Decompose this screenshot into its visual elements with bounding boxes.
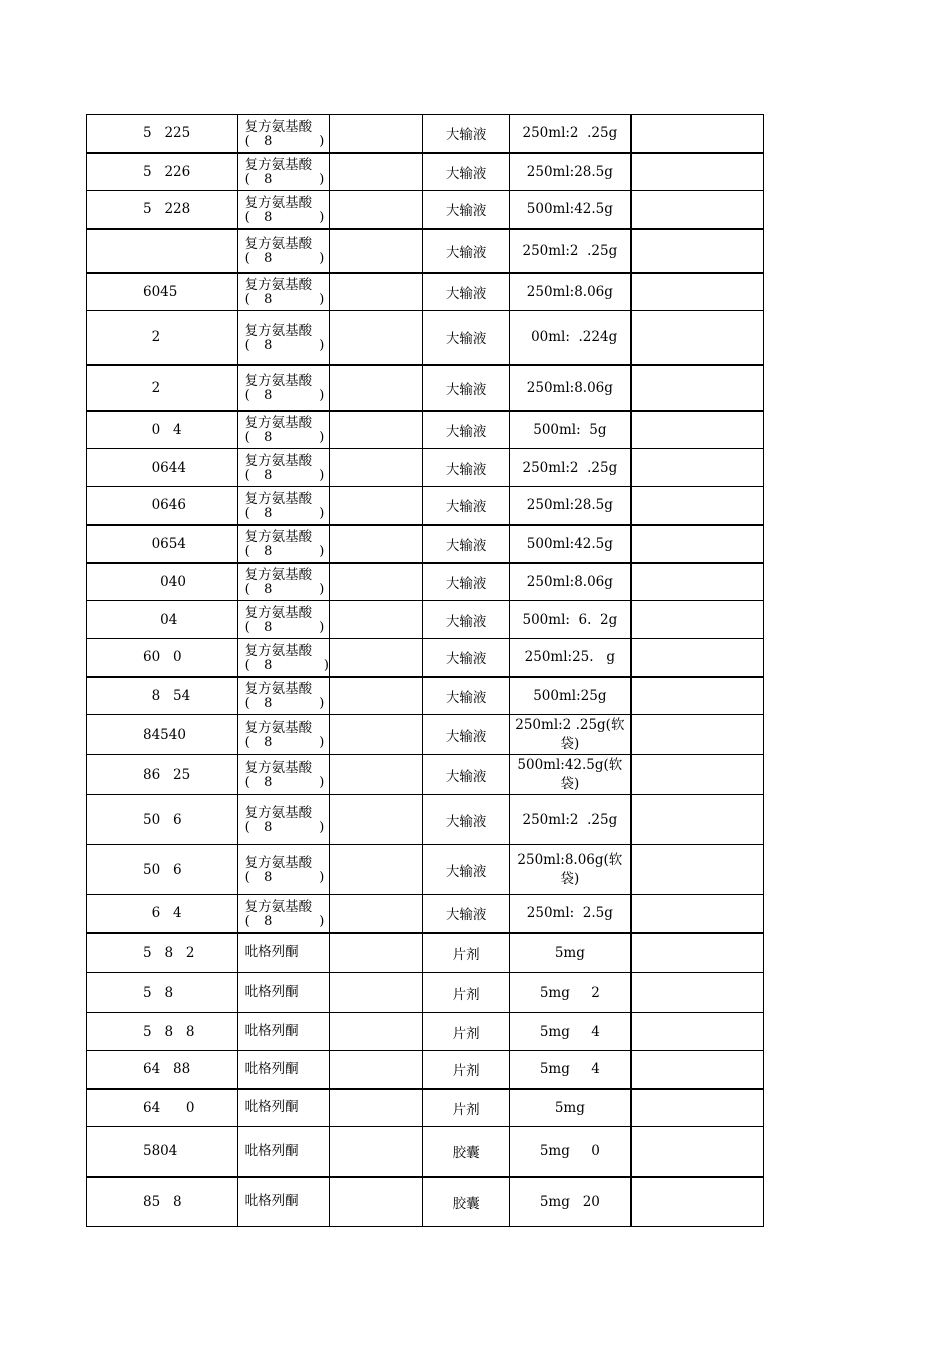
cell-name[interactable]	[237, 715, 329, 755]
cell-spec[interactable]	[509, 449, 631, 487]
drug-name: 复方氨基酸	[244, 322, 313, 339]
table-row	[87, 1127, 764, 1177]
cell-blank[interactable]	[330, 1051, 423, 1089]
drug-name-suffix: ( 8 )	[244, 468, 325, 481]
cell-blank[interactable]	[330, 153, 423, 191]
cell-name[interactable]	[237, 1051, 329, 1089]
cell-extra[interactable]	[631, 1177, 764, 1227]
cell-spec[interactable]	[509, 191, 631, 229]
cell-extra[interactable]	[631, 229, 764, 273]
cell-extra[interactable]	[631, 487, 764, 525]
cell-code[interactable]: 5 8 8	[87, 1013, 238, 1051]
cell-code[interactable]: 50 6	[87, 795, 238, 845]
cell-extra[interactable]	[631, 449, 764, 487]
drug-name-suffix: ( 8 )	[244, 544, 325, 557]
drug-name-suffix: ( 8 )	[244, 173, 325, 186]
drug-name: 复方氨基酸	[244, 681, 313, 698]
cell-dosage-form[interactable]: 大输液	[423, 755, 509, 795]
drug-name: 复方氨基酸	[244, 642, 313, 659]
spec-text: 500ml: 6. 2g	[522, 611, 618, 628]
drug-name: 复方氨基酸	[244, 805, 313, 822]
cell-dosage-form[interactable]: 片剂	[423, 1051, 509, 1089]
spec-text: 00ml: .224g	[522, 329, 618, 346]
spec-text: 500ml: 5g	[533, 421, 607, 438]
cell-dosage-form[interactable]: 大输液	[423, 229, 509, 273]
table-row	[87, 411, 764, 449]
cell-extra[interactable]	[631, 973, 764, 1013]
cell-blank[interactable]	[330, 365, 423, 411]
cell-name[interactable]	[237, 639, 329, 677]
cell-name[interactable]	[237, 411, 329, 449]
cell-blank[interactable]	[330, 1089, 423, 1127]
drug-name: 吡格列酮	[244, 1023, 299, 1040]
cell-extra[interactable]	[631, 845, 764, 895]
spec-text: 250ml:8.06g(软袋)	[517, 852, 623, 887]
cell-extra[interactable]	[631, 1013, 764, 1051]
drug-name: 吡格列酮	[244, 944, 299, 961]
drug-name-suffix: ( 8 )	[244, 870, 325, 883]
table-row	[87, 449, 764, 487]
cell-name[interactable]	[237, 1013, 329, 1051]
drug-name: 复方氨基酸	[244, 720, 313, 737]
cell-extra[interactable]	[631, 639, 764, 677]
table-row	[87, 1013, 764, 1051]
cell-name[interactable]	[237, 311, 329, 365]
table-row	[87, 715, 764, 755]
cell-extra[interactable]	[631, 755, 764, 795]
cell-name[interactable]	[237, 933, 329, 973]
drug-name: 复方氨基酸	[244, 605, 313, 622]
drug-name: 复方氨基酸	[244, 236, 313, 253]
cell-name[interactable]	[237, 677, 329, 715]
spec-text: 500ml:42.5g(软袋)	[517, 757, 623, 792]
cell-spec[interactable]	[509, 1177, 631, 1227]
cell-name[interactable]	[237, 115, 329, 153]
cell-extra[interactable]	[631, 191, 764, 229]
table-row	[87, 487, 764, 525]
cell-dosage-form[interactable]: 大输液	[423, 715, 509, 755]
cell-extra[interactable]	[631, 715, 764, 755]
cell-dosage-form[interactable]: 大输液	[423, 895, 509, 933]
table-row	[87, 1089, 764, 1127]
cell-spec[interactable]	[509, 973, 631, 1013]
drug-name-suffix: ( 8 )	[244, 658, 330, 671]
cell-spec[interactable]	[509, 563, 631, 601]
spec-text: 250ml: 2.5g	[526, 905, 613, 922]
cell-blank[interactable]	[330, 115, 423, 153]
cell-code[interactable]: 64 0	[87, 1089, 238, 1127]
spec-text: 250ml:2 .25g(软袋)	[515, 717, 625, 752]
cell-blank[interactable]	[330, 487, 423, 525]
cell-dosage-form[interactable]: 大输液	[423, 525, 509, 563]
drug-name: 复方氨基酸	[244, 194, 313, 211]
cell-code[interactable]: 0 4	[87, 411, 238, 449]
cell-blank[interactable]	[330, 795, 423, 845]
cell-extra[interactable]	[631, 933, 764, 973]
spec-text: 500ml:42.5g	[526, 535, 613, 552]
table-row	[87, 677, 764, 715]
drug-name: 复方氨基酸	[244, 855, 313, 872]
drug-name: 吡格列酮	[244, 1193, 299, 1210]
drug-name: 吡格列酮	[244, 1099, 299, 1116]
spec-text: 500ml:42.5g	[526, 201, 613, 218]
cell-spec[interactable]	[509, 1051, 631, 1089]
cell-blank[interactable]	[330, 1177, 423, 1227]
cell-name[interactable]	[237, 895, 329, 933]
cell-dosage-form[interactable]: 大输液	[423, 563, 509, 601]
cell-blank[interactable]	[330, 1013, 423, 1051]
spec-text: 250ml:25. g	[524, 649, 616, 666]
spec-text: 5mg	[554, 1099, 585, 1116]
cell-extra[interactable]	[631, 677, 764, 715]
cell-code[interactable]: 5 228	[87, 191, 238, 229]
drug-name: 复方氨基酸	[244, 490, 313, 507]
cell-blank[interactable]	[330, 639, 423, 677]
cell-spec[interactable]	[509, 115, 631, 153]
drug-table-body	[87, 115, 764, 1227]
cell-spec[interactable]	[509, 601, 631, 639]
drug-name-suffix: ( 8 )	[244, 620, 325, 633]
drug-name: 复方氨基酸	[244, 373, 313, 390]
cell-dosage-form[interactable]: 片剂	[423, 1013, 509, 1051]
table-row	[87, 933, 764, 973]
cell-name[interactable]	[237, 449, 329, 487]
cell-name[interactable]	[237, 1177, 329, 1227]
cell-name[interactable]	[237, 973, 329, 1013]
cell-dosage-form[interactable]: 大输液	[423, 795, 509, 845]
drug-name-suffix: ( 8 )	[244, 134, 325, 147]
drug-name: 复方氨基酸	[244, 529, 313, 546]
cell-dosage-form[interactable]: 胶囊	[423, 1127, 509, 1177]
cell-spec[interactable]	[509, 311, 631, 365]
cell-name[interactable]	[237, 1127, 329, 1177]
drug-name-suffix: ( 8 )	[244, 775, 325, 788]
cell-dosage-form[interactable]: 大输液	[423, 191, 509, 229]
drug-name: 复方氨基酸	[244, 415, 313, 432]
cell-name[interactable]	[237, 525, 329, 563]
drug-name: 吡格列酮	[244, 1060, 299, 1077]
spec-text: 250ml:2 .25g	[522, 242, 618, 259]
cell-name[interactable]	[237, 795, 329, 845]
cell-extra[interactable]	[631, 895, 764, 933]
cell-extra[interactable]	[631, 601, 764, 639]
table-row	[87, 365, 764, 411]
cell-spec[interactable]	[509, 677, 631, 715]
cell-spec[interactable]	[509, 639, 631, 677]
drug-name: 复方氨基酸	[244, 898, 313, 915]
table-row	[87, 563, 764, 601]
table-row	[87, 845, 764, 895]
cell-blank[interactable]	[330, 273, 423, 311]
cell-dosage-form[interactable]: 大输液	[423, 411, 509, 449]
drug-name: 吡格列酮	[244, 984, 299, 1001]
table-row	[87, 1177, 764, 1227]
cell-spec[interactable]	[509, 525, 631, 563]
spec-text: 5mg 2	[539, 984, 600, 1001]
cell-blank[interactable]	[330, 895, 423, 933]
cell-code[interactable]: 04	[87, 601, 238, 639]
cell-code[interactable]: 8 54	[87, 677, 238, 715]
spec-text: 5mg 4	[539, 1023, 600, 1040]
cell-blank[interactable]	[330, 191, 423, 229]
cell-code[interactable]: 040	[87, 563, 238, 601]
cell-name[interactable]	[237, 487, 329, 525]
cell-spec[interactable]	[509, 895, 631, 933]
spec-text: 250ml:8.06g	[526, 379, 613, 396]
spec-text: 250ml:2 .25g	[522, 125, 618, 142]
table-row	[87, 1051, 764, 1089]
drug-name: 复方氨基酸	[244, 118, 313, 135]
table-row	[87, 601, 764, 639]
spec-text: 5mg 20	[539, 1193, 600, 1210]
cell-code[interactable]: 2	[87, 365, 238, 411]
cell-code[interactable]: 5 225	[87, 115, 238, 153]
cell-dosage-form[interactable]: 大输液	[423, 487, 509, 525]
cell-dosage-form[interactable]: 大输液	[423, 449, 509, 487]
cell-name[interactable]	[237, 1089, 329, 1127]
cell-code[interactable]: 0644	[87, 449, 238, 487]
cell-code[interactable]: 86 25	[87, 755, 238, 795]
spec-text: 250ml:28.5g	[526, 497, 613, 514]
cell-blank[interactable]	[330, 229, 423, 273]
drug-name-suffix: ( 8 )	[244, 735, 325, 748]
cell-name[interactable]	[237, 229, 329, 273]
cell-blank[interactable]	[330, 311, 423, 365]
cell-extra[interactable]	[631, 365, 764, 411]
cell-extra[interactable]	[631, 273, 764, 311]
cell-spec[interactable]	[509, 1013, 631, 1051]
drug-name-suffix: ( 8 )	[244, 820, 325, 833]
drug-name: 复方氨基酸	[244, 567, 313, 584]
cell-code[interactable]: 5804	[87, 1127, 238, 1177]
cell-dosage-form[interactable]: 大输液	[423, 677, 509, 715]
cell-code[interactable]: 5 8 2	[87, 933, 238, 973]
cell-name[interactable]	[237, 845, 329, 895]
table-row	[87, 795, 764, 845]
cell-spec[interactable]	[509, 365, 631, 411]
drug-name-suffix: ( 8 )	[244, 431, 325, 444]
table-row	[87, 115, 764, 153]
drug-name-suffix: ( 8 )	[244, 697, 325, 710]
cell-code[interactable]: 6045	[87, 273, 238, 311]
cell-dosage-form[interactable]: 片剂	[423, 933, 509, 973]
cell-spec[interactable]	[509, 153, 631, 191]
cell-spec[interactable]	[509, 229, 631, 273]
drug-name: 复方氨基酸	[244, 760, 313, 777]
cell-dosage-form[interactable]: 大输液	[423, 639, 509, 677]
cell-name[interactable]	[237, 563, 329, 601]
spec-text: 250ml:2 .25g	[522, 459, 618, 476]
cell-extra[interactable]	[631, 1089, 764, 1127]
cell-spec[interactable]	[509, 1089, 631, 1127]
table-row	[87, 755, 764, 795]
table-row	[87, 639, 764, 677]
spec-text: 5mg 0	[539, 1143, 600, 1160]
spec-text: 250ml:8.06g	[526, 283, 613, 300]
spec-text: 500ml:25g	[533, 687, 607, 704]
cell-extra[interactable]	[631, 153, 764, 191]
table-row	[87, 895, 764, 933]
drug-name-suffix: ( 8 )	[244, 338, 325, 351]
cell-blank[interactable]	[330, 933, 423, 973]
cell-blank[interactable]	[330, 845, 423, 895]
table-row	[87, 311, 764, 365]
cell-spec[interactable]	[509, 933, 631, 973]
cell-dosage-form[interactable]: 大输液	[423, 311, 509, 365]
spec-text: 5mg	[554, 944, 585, 961]
cell-name[interactable]	[237, 191, 329, 229]
table-row	[87, 525, 764, 563]
drug-name-suffix: ( 8 )	[244, 293, 325, 306]
cell-extra[interactable]	[631, 1051, 764, 1089]
cell-code[interactable]: 2	[87, 311, 238, 365]
cell-code[interactable]: 64 88	[87, 1051, 238, 1089]
drug-name: 复方氨基酸	[244, 157, 313, 174]
cell-name[interactable]	[237, 365, 329, 411]
cell-code[interactable]: 84540	[87, 715, 238, 755]
drug-name-suffix: ( 8 )	[244, 583, 325, 596]
cell-blank[interactable]	[330, 411, 423, 449]
cell-dosage-form[interactable]: 胶囊	[423, 1177, 509, 1227]
cell-dosage-form[interactable]: 大输液	[423, 601, 509, 639]
cell-code[interactable]: 60 0	[87, 639, 238, 677]
table-row	[87, 153, 764, 191]
cell-extra[interactable]	[631, 115, 764, 153]
cell-extra[interactable]	[631, 311, 764, 365]
drug-table	[86, 114, 764, 1227]
cell-blank[interactable]	[330, 973, 423, 1013]
cell-code[interactable]: 6 4	[87, 895, 238, 933]
cell-blank[interactable]	[330, 525, 423, 563]
table-row	[87, 973, 764, 1013]
drug-name: 复方氨基酸	[244, 453, 313, 470]
cell-spec[interactable]	[509, 795, 631, 845]
drug-name-suffix: ( 8 )	[244, 251, 325, 264]
cell-extra[interactable]	[631, 1127, 764, 1177]
cell-name[interactable]	[237, 755, 329, 795]
cell-blank[interactable]	[330, 715, 423, 755]
cell-spec[interactable]	[509, 411, 631, 449]
cell-spec[interactable]	[509, 273, 631, 311]
drug-name-suffix: ( 8 )	[244, 914, 325, 927]
cell-blank[interactable]	[330, 755, 423, 795]
cell-code[interactable]: 0646	[87, 487, 238, 525]
cell-extra[interactable]	[631, 563, 764, 601]
cell-extra[interactable]	[631, 795, 764, 845]
cell-blank[interactable]	[330, 1127, 423, 1177]
cell-name[interactable]	[237, 601, 329, 639]
cell-spec[interactable]	[509, 1127, 631, 1177]
table-row	[87, 191, 764, 229]
drug-name: 复方氨基酸	[244, 277, 313, 294]
cell-code[interactable]: 5 226	[87, 153, 238, 191]
spec-text: 250ml:28.5g	[526, 163, 613, 180]
cell-blank[interactable]	[330, 601, 423, 639]
cell-dosage-form[interactable]: 大输液	[423, 845, 509, 895]
drug-name: 吡格列酮	[244, 1142, 299, 1159]
cell-dosage-form[interactable]: 片剂	[423, 973, 509, 1013]
spec-text: 250ml:2 .25g	[522, 811, 618, 828]
spec-text: 250ml:8.06g	[526, 573, 613, 590]
cell-spec[interactable]	[509, 845, 631, 895]
spec-text: 5mg 4	[539, 1061, 600, 1078]
cell-code[interactable]	[87, 229, 238, 273]
drug-name-suffix: ( 8 )	[244, 388, 325, 401]
cell-code[interactable]: 50 6	[87, 845, 238, 895]
cell-dosage-form[interactable]: 大输液	[423, 153, 509, 191]
cell-name[interactable]	[237, 273, 329, 311]
cell-spec[interactable]	[509, 715, 631, 755]
cell-extra[interactable]	[631, 411, 764, 449]
cell-code[interactable]: 0654	[87, 525, 238, 563]
drug-name-suffix: ( 8 )	[244, 506, 325, 519]
cell-dosage-form[interactable]: 大输液	[423, 273, 509, 311]
cell-name[interactable]	[237, 153, 329, 191]
cell-code[interactable]: 85 8	[87, 1177, 238, 1227]
drug-name-suffix: ( 8 )	[244, 210, 325, 223]
cell-dosage-form[interactable]: 片剂	[423, 1089, 509, 1127]
cell-blank[interactable]	[330, 449, 423, 487]
table-row	[87, 229, 764, 273]
cell-dosage-form[interactable]: 大输液	[423, 115, 509, 153]
table-row	[87, 273, 764, 311]
cell-blank[interactable]	[330, 563, 423, 601]
cell-extra[interactable]	[631, 525, 764, 563]
cell-blank[interactable]	[330, 677, 423, 715]
cell-code[interactable]: 5 8	[87, 973, 238, 1013]
cell-dosage-form[interactable]: 大输液	[423, 365, 509, 411]
cell-spec[interactable]	[509, 487, 631, 525]
cell-spec[interactable]	[509, 755, 631, 795]
